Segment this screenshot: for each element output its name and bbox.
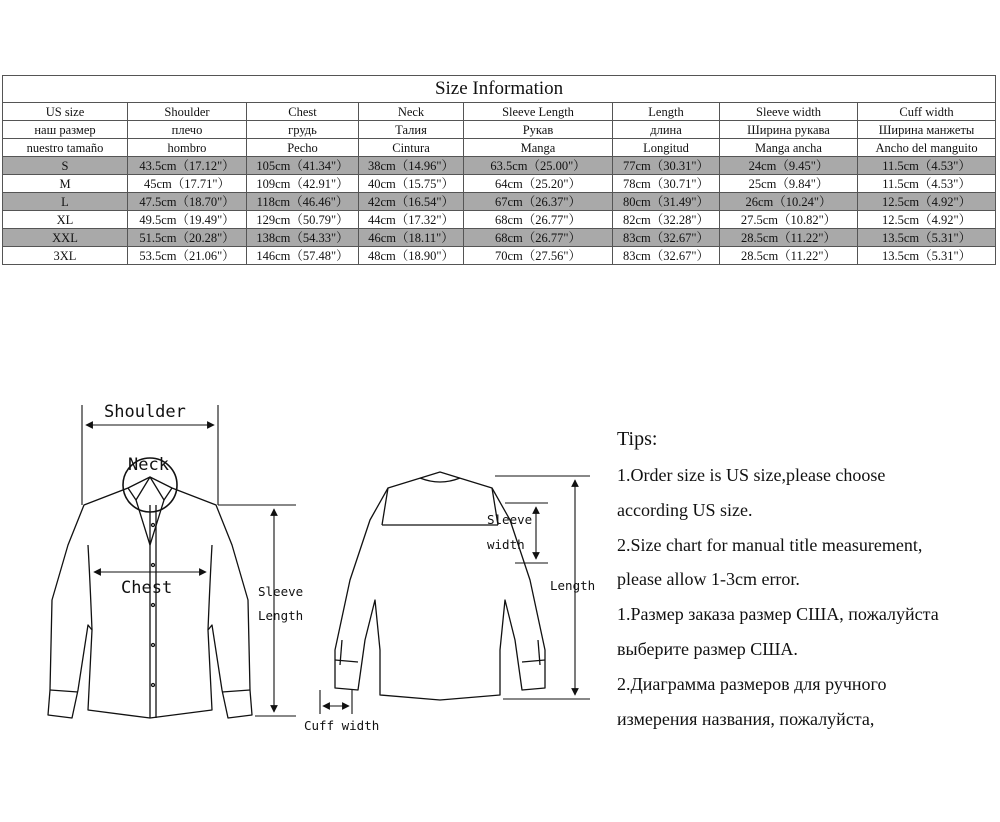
table-row-cell: L	[3, 193, 128, 211]
table-row-cell: 48cm（18.90"）	[359, 247, 464, 265]
table-row-cell: 43.5cm（17.12"）	[128, 157, 247, 175]
table-row-cell: 13.5cm（5.31"）	[858, 229, 996, 247]
header-row-cell: длина	[613, 121, 720, 139]
table-row	[3, 175, 996, 193]
header-row-cell: Рукав	[464, 121, 613, 139]
table-row-cell: 12.5cm（4.92"）	[858, 193, 996, 211]
table-row-cell: 12.5cm（4.92"）	[858, 211, 996, 229]
table-row-cell: 64cm（25.20"）	[464, 175, 613, 193]
table-row-cell: 28.5cm（11.22"）	[720, 247, 858, 265]
header-row-cell: Manga	[464, 139, 613, 157]
table-row	[3, 229, 996, 247]
table-row-cell: 27.5cm（10.82"）	[720, 211, 858, 229]
table-row-cell: 46cm（18.11"）	[359, 229, 464, 247]
table-row-cell: 47.5cm（18.70"）	[128, 193, 247, 211]
table-row	[3, 211, 996, 229]
tip-line: 1.Размер заказа размер США, пожалуйста	[617, 604, 939, 625]
table-row-cell: 146cm（57.48"）	[247, 247, 359, 265]
header-row	[3, 103, 996, 121]
header-row-cell: Ширина рукава	[720, 121, 858, 139]
table-row-cell: 49.5cm（19.49"）	[128, 211, 247, 229]
table-row-cell: 24cm（9.45"）	[720, 157, 858, 175]
header-row-cell: Талия	[359, 121, 464, 139]
table-row-cell: 40cm（15.75"）	[359, 175, 464, 193]
chest-label: Chest	[121, 578, 173, 598]
table-row-cell: 67cm（26.37"）	[464, 193, 613, 211]
neck-label: Neck	[128, 455, 169, 475]
table-row-cell: 28.5cm（11.22"）	[720, 229, 858, 247]
header-row-cell: Ancho del manguito	[858, 139, 996, 157]
table-row-cell: 63.5cm（25.00"）	[464, 157, 613, 175]
table-row-cell: 68cm（26.77"）	[464, 211, 613, 229]
table-row-cell: 13.5cm（5.31"）	[858, 247, 996, 265]
header-row-cell: US size	[3, 103, 128, 121]
shoulder-label: Shoulder	[104, 402, 186, 422]
table-row-cell: 42cm（16.54"）	[359, 193, 464, 211]
table-row-cell: 105cm（41.34"）	[247, 157, 359, 175]
tip-line: 2.Size chart for manual title measurement,	[617, 534, 923, 555]
header-row-cell: Sleeve Length	[464, 103, 613, 121]
table-row-cell: 44cm（17.32"）	[359, 211, 464, 229]
sleeve-width-label-line2: width	[487, 537, 525, 552]
table-row-cell: 82cm（32.28"）	[613, 211, 720, 229]
header-row-cell: hombro	[128, 139, 247, 157]
tip-line: выберите размер США.	[617, 638, 798, 659]
sleeve-length-label-line1: Sleeve	[258, 584, 304, 599]
length-label: Length	[550, 578, 596, 593]
table-row-cell: 53.5cm（21.06"）	[128, 247, 247, 265]
cuff-width-label: Cuff width	[304, 718, 380, 733]
table-row-cell: 80cm（31.49"）	[613, 193, 720, 211]
table-row-cell: 118cm（46.46"）	[247, 193, 359, 211]
header-row-cell: Chest	[247, 103, 359, 121]
header-row-cell: Ширина манжеты	[858, 121, 996, 139]
table-row-cell: 45cm（17.71"）	[128, 175, 247, 193]
tip-line: please allow 1-3cm error.	[617, 569, 800, 590]
header-row-cell: Length	[613, 103, 720, 121]
table-row-cell: 83cm（32.67"）	[613, 247, 720, 265]
tip-line: 1.Order size is US size,please choose	[617, 465, 886, 485]
header-row-cell: Pecho	[247, 139, 359, 157]
table-row-cell: 109cm（42.91"）	[247, 175, 359, 193]
sleeve-length-label-line2: Length	[258, 608, 304, 623]
table-row-cell: 11.5cm（4.53"）	[858, 157, 996, 175]
header-row-cell: Longitud	[613, 139, 720, 157]
tip-line: измерения названия, пожалуйста,	[617, 708, 875, 729]
table-row-cell: 26cm（10.24"）	[720, 193, 858, 211]
tip-line: 2.Диаграмма размеров для ручного	[617, 673, 887, 694]
table-row-cell: 129cm（50.79"）	[247, 211, 359, 229]
table-row-cell: XL	[3, 211, 128, 229]
table-row	[3, 247, 996, 265]
tips-title: Tips:	[617, 428, 658, 450]
table-row-cell: S	[3, 157, 128, 175]
header-row	[3, 121, 996, 139]
table-row-cell: M	[3, 175, 128, 193]
table-row-cell: 68cm（26.77"）	[464, 229, 613, 247]
table-row-cell: 51.5cm（20.28"）	[128, 229, 247, 247]
header-row-cell: Cintura	[359, 139, 464, 157]
table-row-cell: 77cm（30.31"）	[613, 157, 720, 175]
header-row-cell: Sleeve width	[720, 103, 858, 121]
table-title: Size Information	[3, 76, 996, 103]
sleeve-width-label-line1: Sleeve	[487, 512, 533, 527]
table-row-cell: 138cm（54.33"）	[247, 229, 359, 247]
header-row-cell: Cuff width	[858, 103, 996, 121]
tip-line: according US size.	[617, 499, 753, 520]
header-row-cell: nuestro tamaño	[3, 139, 128, 157]
table-row-cell: 78cm（30.71"）	[613, 175, 720, 193]
header-row-cell: грудь	[247, 121, 359, 139]
header-row-cell: наш размер	[3, 121, 128, 139]
table-row-cell: 25cm（9.84"）	[720, 175, 858, 193]
tips-section	[617, 424, 997, 736]
table-row-cell: XXL	[3, 229, 128, 247]
size-information-table	[2, 75, 996, 265]
back-shirt-drawing	[335, 472, 545, 700]
header-row-cell: Shoulder	[128, 103, 247, 121]
table-row-cell: 38cm（14.96"）	[359, 157, 464, 175]
table-row	[3, 157, 996, 175]
table-row-cell: 3XL	[3, 247, 128, 265]
table-row-cell: 83cm（32.67"）	[613, 229, 720, 247]
table-row-cell: 70cm（27.56"）	[464, 247, 613, 265]
header-row	[3, 139, 996, 157]
header-row-cell: Manga ancha	[720, 139, 858, 157]
table-row-cell: 11.5cm（4.53"）	[858, 175, 996, 193]
header-row-cell: плечо	[128, 121, 247, 139]
header-row-cell: Neck	[359, 103, 464, 121]
table-row	[3, 193, 996, 211]
